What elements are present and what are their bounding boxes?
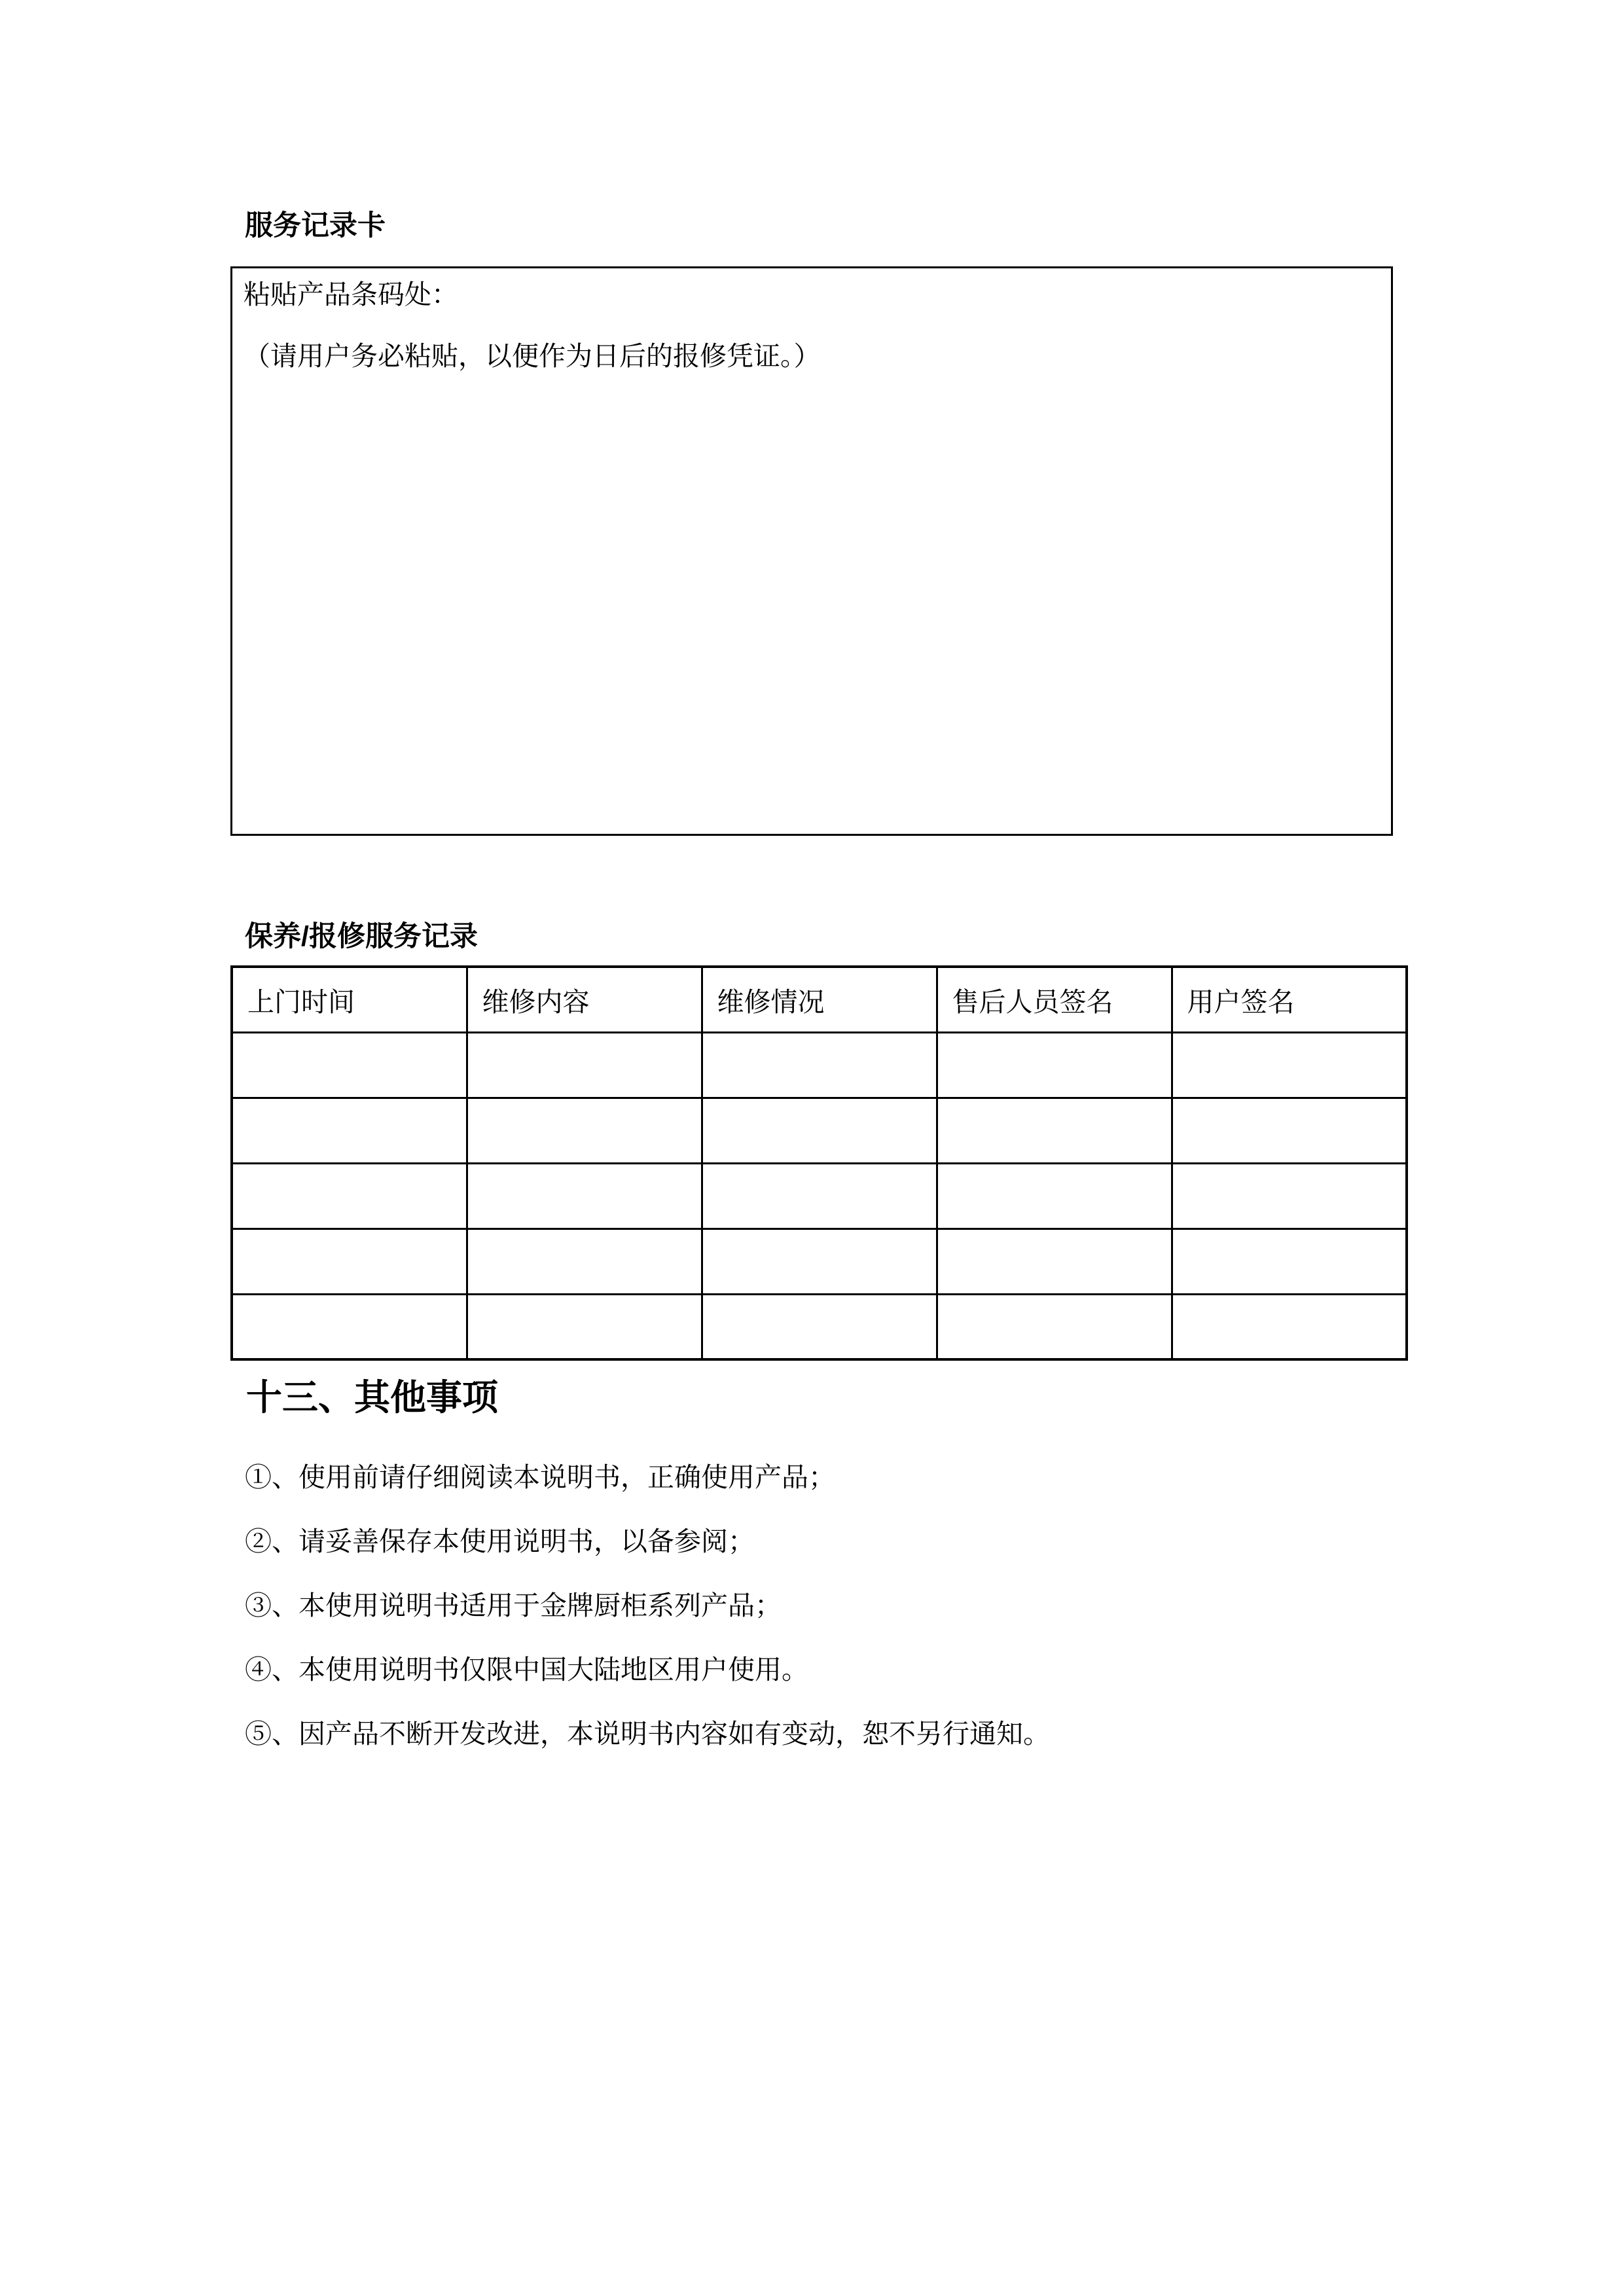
- header-visit-time: 上门时间: [232, 967, 467, 1032]
- other-notes-list: [245, 1460, 1443, 1780]
- barcode-label: 粘贴产品条码处：: [244, 279, 458, 310]
- header-repair-status: 维修情况: [702, 967, 937, 1032]
- barcode-note: （请用户务必粘贴，以便作为日后的报修凭证。）: [244, 341, 821, 371]
- table-cell: [232, 1229, 467, 1294]
- table-cell: [702, 1229, 937, 1294]
- table-row: [232, 1163, 1407, 1229]
- table-cell: [1172, 1032, 1407, 1098]
- table-cell: [232, 1163, 467, 1229]
- table-row: [232, 1229, 1407, 1294]
- header-staff-signature: 售后人员签名: [937, 967, 1172, 1032]
- table-cell: [702, 1098, 937, 1163]
- header-user-signature: 用户签名: [1172, 967, 1407, 1032]
- table-cell: [702, 1294, 937, 1359]
- table-cell: [937, 1163, 1172, 1229]
- table-header-row: [232, 967, 1407, 1032]
- barcode-box: [230, 266, 1393, 836]
- table-cell: [1172, 1098, 1407, 1163]
- note-item: ④、本使用说明书仅限中国大陆地区用户使用。: [245, 1655, 808, 1685]
- table-cell: [232, 1098, 467, 1163]
- table-cell: [937, 1032, 1172, 1098]
- other-notes-title: 十三、其他事项: [246, 1377, 499, 1418]
- service-record-table: [230, 965, 1408, 1361]
- table-cell: [467, 1032, 702, 1098]
- table-cell: [467, 1294, 702, 1359]
- maintenance-record-title: 保养/报修服务记录: [245, 921, 478, 952]
- note-item: ①、使用前请仔细阅读本说明书，正确使用产品；: [245, 1462, 835, 1492]
- table-cell: [937, 1294, 1172, 1359]
- table-cell: [1172, 1294, 1407, 1359]
- table-row: [232, 1294, 1407, 1359]
- header-repair-content: 维修内容: [467, 967, 702, 1032]
- table-cell: [937, 1229, 1172, 1294]
- service-card-title: 服务记录卡: [245, 210, 386, 242]
- note-item: ⑤、因产品不断开发改进，本说明书内容如有变动，恕不另行通知。: [245, 1719, 1050, 1749]
- table-cell: [467, 1163, 702, 1229]
- table-row: [232, 1098, 1407, 1163]
- table-cell: [1172, 1163, 1407, 1229]
- note-item: ③、本使用说明书适用于金牌厨柜系列产品；: [245, 1590, 782, 1621]
- table-cell: [937, 1098, 1172, 1163]
- table-cell: [232, 1294, 467, 1359]
- note-item: ②、请妥善保存本使用说明书，以备参阅；: [245, 1526, 755, 1556]
- table-cell: [467, 1098, 702, 1163]
- table-row: [232, 1032, 1407, 1098]
- table-cell: [232, 1032, 467, 1098]
- table-cell: [702, 1032, 937, 1098]
- table-cell: [1172, 1229, 1407, 1294]
- table-cell: [467, 1229, 702, 1294]
- table-cell: [702, 1163, 937, 1229]
